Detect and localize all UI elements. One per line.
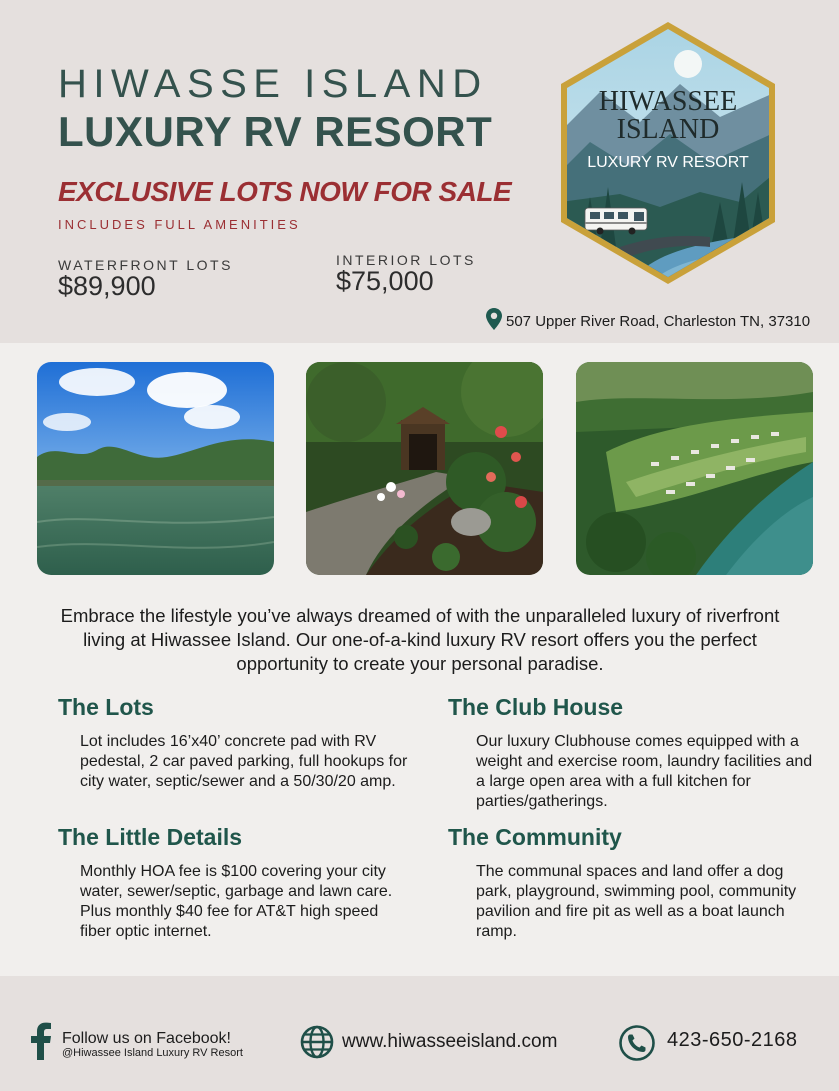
facebook-handle[interactable]: @Hiwassee Island Luxury RV Resort [62,1047,243,1059]
section-body-little-details: Monthly HOA fee is $100 covering your city water, sewer/septic, garbage and lawn care. Plus monthly $40 fee for AT&T high speed fiber optic internet. [80,863,393,940]
photo-river-view [37,362,274,575]
logo-text-luxury: LUXURY RV RESORT [587,154,749,171]
website-link[interactable]: www.hiwasseeisland.com [342,1031,558,1052]
waterfront-label: WATERFRONT LOTS [58,257,233,273]
section-title-club-house: The Club House [448,694,624,720]
facebook-follow-text[interactable]: Follow us on Facebook! [62,1030,231,1047]
section-title-little-details: The Little Details [58,824,243,850]
waterfront-price: $89,900 [58,271,156,301]
facebook-icon[interactable] [30,1022,52,1065]
amenities-subtitle: INCLUDES FULL AMENITIES [58,217,301,232]
intro-paragraph: Embrace the lifestyle you’ve always dreamed of with the unparalleled luxury of riverfront living at Hiwassee Island. Our one-of-a-kind luxury RV resort offers you the perfect opportunity to create your personal paradise. [60,605,780,674]
section-body-lots: Lot includes 16’x40’ concrete pad with RV pedestal, 2 car paved parking, full hookups for city water, septic/sewer and a 50/30/20 amp. [80,733,408,790]
sale-headline: EXCLUSIVE LOTS NOW FOR SALE [58,176,512,207]
photo-aerial-resort [576,362,813,575]
address [486,308,810,335]
globe-icon [300,1025,334,1064]
section-body-community: The communal spaces and land offer a dog park, playground, swimming pool, community pavilion and fire pit as well as a boat launch ramp. [476,863,797,940]
address-text: 507 Upper River Road, Charleston TN, 37310 [506,313,811,330]
phone-number[interactable]: 423-650-2168 [667,1029,798,1051]
interior-label: INTERIOR LOTS [336,252,476,268]
phone-icon [618,1024,656,1067]
logo-text-hiwassee: HIWASSEE [598,86,738,117]
title-luxury-rv: LUXURY RV RESORT [58,108,493,155]
resort-logo [560,22,776,284]
map-pin-icon [486,308,502,335]
section-title-lots: The Lots [58,694,154,720]
interior-lots [336,252,476,297]
logo-text-island: ISLAND [616,114,720,145]
interior-price: $75,000 [336,266,434,296]
section-body-club-house: Our luxury Clubhouse comes equipped with a weight and exercise room, laundry facilities and a large open area with a full kitchen for parties/gatherings. [476,733,813,810]
title-resort-name: HIWASSE ISLAND [58,62,488,106]
section-title-community: The Community [448,824,622,850]
waterfront-lots [58,257,233,302]
photo-garden-path [306,362,543,575]
